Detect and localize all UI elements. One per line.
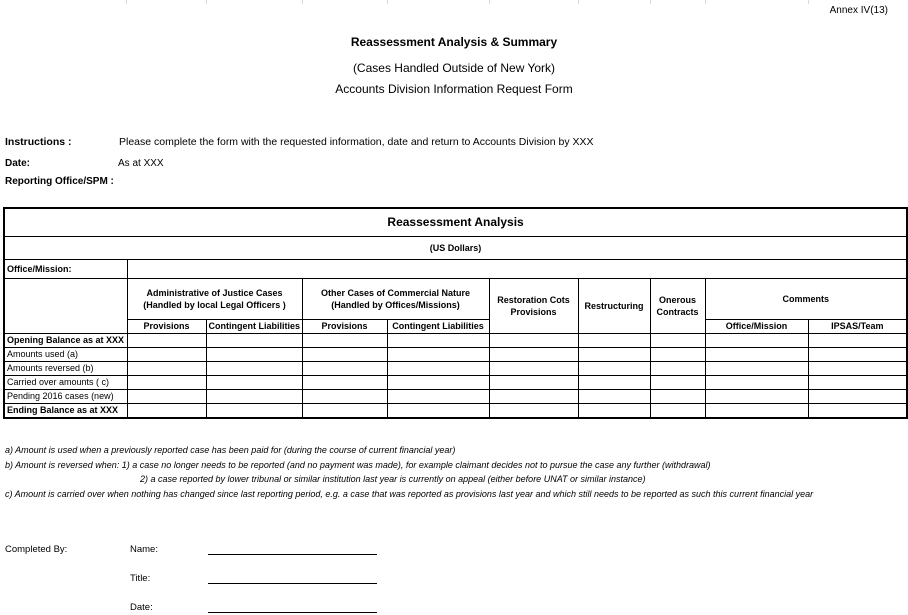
- date-label: Date:: [5, 158, 31, 169]
- input-cell[interactable]: [808, 389, 907, 403]
- table-row: [4, 375, 907, 389]
- input-cell[interactable]: [387, 403, 489, 418]
- input-cell[interactable]: [302, 375, 387, 389]
- subheader-office-mission: Office/Mission: [705, 319, 808, 333]
- completed-by-label: Completed By:: [5, 544, 68, 555]
- input-cell[interactable]: [705, 333, 808, 347]
- page-title: Reassessment Analysis & Summary: [350, 35, 558, 49]
- input-cell[interactable]: [489, 389, 578, 403]
- grid-tick: [126, 0, 127, 4]
- grid-tick: [387, 0, 388, 4]
- name-label: Name:: [130, 544, 158, 555]
- row-label: Amounts reversed (b): [4, 361, 127, 375]
- group-admin-justice: Administrative of Justice Cases (Handled by local Legal Officers ): [127, 278, 302, 319]
- table-title: Reassessment Analysis: [4, 208, 907, 236]
- group-other-cases: Other Cases of Commercial Nature (Handled by Offices/Missions): [302, 278, 489, 319]
- input-cell[interactable]: [705, 347, 808, 361]
- input-cell[interactable]: [302, 333, 387, 347]
- input-cell[interactable]: [650, 375, 705, 389]
- input-cell[interactable]: [127, 333, 206, 347]
- input-cell[interactable]: [387, 333, 489, 347]
- table-row: [4, 333, 907, 347]
- input-cell[interactable]: [127, 375, 206, 389]
- subheader-provisions: Provisions: [302, 319, 387, 333]
- input-cell[interactable]: [302, 361, 387, 375]
- name-field[interactable]: [208, 554, 377, 555]
- input-cell[interactable]: [387, 389, 489, 403]
- input-cell[interactable]: [650, 361, 705, 375]
- input-cell[interactable]: [302, 347, 387, 361]
- input-cell[interactable]: [650, 347, 705, 361]
- note-b1: b) Amount is reversed when: 1) a case no longer needs to be reported (and no payment was made), for example claimant decides not to pursue the case any further (withdrawal): [5, 460, 711, 470]
- input-cell[interactable]: [489, 375, 578, 389]
- input-cell[interactable]: [705, 389, 808, 403]
- input-cell[interactable]: [650, 333, 705, 347]
- group-restoration: Restoration Cots Provisions: [489, 278, 578, 333]
- input-cell[interactable]: [127, 361, 206, 375]
- input-cell[interactable]: [127, 389, 206, 403]
- grid-tick: [808, 0, 809, 4]
- input-cell[interactable]: [578, 389, 650, 403]
- page-subtitle: (Cases Handled Outside of New York): [352, 61, 556, 75]
- input-cell[interactable]: [650, 389, 705, 403]
- input-cell[interactable]: [808, 347, 907, 361]
- form-name: Accounts Division Information Request Form: [335, 82, 573, 96]
- input-cell[interactable]: [808, 403, 907, 418]
- row-label-header: [4, 278, 127, 333]
- annex-label: Annex IV(13): [829, 5, 888, 16]
- grid-tick: [705, 0, 706, 4]
- instructions-text: Please complete the form with the requested information, date and return to Accounts Division by XXX: [119, 136, 594, 148]
- input-cell[interactable]: [489, 347, 578, 361]
- grid-tick: [206, 0, 207, 4]
- input-cell[interactable]: [302, 389, 387, 403]
- input-cell[interactable]: [206, 333, 302, 347]
- office-mission-label: Office/Mission:: [4, 259, 127, 278]
- input-cell[interactable]: [206, 375, 302, 389]
- group-comments: Comments: [705, 278, 907, 319]
- date-field[interactable]: [208, 612, 377, 613]
- input-cell[interactable]: [808, 361, 907, 375]
- subheader-contingent: Contingent Liabilities: [387, 319, 489, 333]
- row-label: Pending 2016 cases (new): [4, 389, 127, 403]
- table-currency: (US Dollars): [4, 236, 907, 259]
- input-cell[interactable]: [127, 403, 206, 418]
- input-cell[interactable]: [206, 403, 302, 418]
- row-label: Carried over amounts ( c): [4, 375, 127, 389]
- input-cell[interactable]: [705, 361, 808, 375]
- input-cell[interactable]: [808, 375, 907, 389]
- title-field[interactable]: [208, 583, 377, 584]
- input-cell[interactable]: [206, 347, 302, 361]
- input-cell[interactable]: [705, 403, 808, 418]
- input-cell[interactable]: [206, 361, 302, 375]
- grid-tick: [650, 0, 651, 4]
- input-cell[interactable]: [578, 403, 650, 418]
- input-cell[interactable]: [578, 375, 650, 389]
- note-a: a) Amount is used when a previously reported case has been paid for (during the course of current financial year): [5, 445, 456, 455]
- subheader-ipsas-team: IPSAS/Team: [808, 319, 907, 333]
- grid-tick: [578, 0, 579, 4]
- input-cell[interactable]: [302, 403, 387, 418]
- input-cell[interactable]: [650, 403, 705, 418]
- group-restructuring: Restructuring: [578, 278, 650, 333]
- table-row: [4, 403, 907, 418]
- input-cell[interactable]: [489, 403, 578, 418]
- input-cell[interactable]: [489, 333, 578, 347]
- office-mission-field[interactable]: [127, 259, 907, 278]
- title-label: Title:: [130, 573, 151, 584]
- reporting-office-label: Reporting Office/SPM :: [5, 176, 114, 187]
- note-c: c) Amount is carried over when nothing has changed since last reporting period, e.g. a case that was reported as provisions last year and which still needs to be reported as such this current financial year: [5, 489, 814, 499]
- grid-tick: [489, 0, 490, 4]
- input-cell[interactable]: [578, 333, 650, 347]
- subheader-contingent: Contingent Liabilities: [206, 319, 302, 333]
- grid-tick: [302, 0, 303, 4]
- table-row: [4, 347, 907, 361]
- row-label: Amounts used (a): [4, 347, 127, 361]
- input-cell[interactable]: [387, 375, 489, 389]
- input-cell[interactable]: [705, 375, 808, 389]
- group-onerous: Onerous Contracts: [650, 278, 705, 333]
- table-row: [4, 389, 907, 403]
- input-cell[interactable]: [578, 361, 650, 375]
- table-row: [4, 361, 907, 375]
- input-cell[interactable]: [127, 347, 206, 361]
- subheader-provisions: Provisions: [127, 319, 206, 333]
- reassessment-table: [3, 207, 908, 419]
- input-cell[interactable]: [808, 333, 907, 347]
- row-label: Opening Balance as at XXX: [4, 333, 127, 347]
- input-cell[interactable]: [387, 347, 489, 361]
- input-cell[interactable]: [489, 361, 578, 375]
- input-cell[interactable]: [206, 389, 302, 403]
- input-cell[interactable]: [578, 347, 650, 361]
- note-b2: 2) a case reported by lower tribunal or similar institution last year is currently on appeal (either before UNAT or similar instance): [140, 474, 646, 484]
- input-cell[interactable]: [387, 361, 489, 375]
- row-label: Ending Balance as at XXX: [4, 403, 127, 418]
- date-value: As at XXX: [118, 158, 164, 169]
- instructions-label: Instructions :: [5, 136, 72, 148]
- date-sign-label: Date:: [130, 602, 153, 613]
